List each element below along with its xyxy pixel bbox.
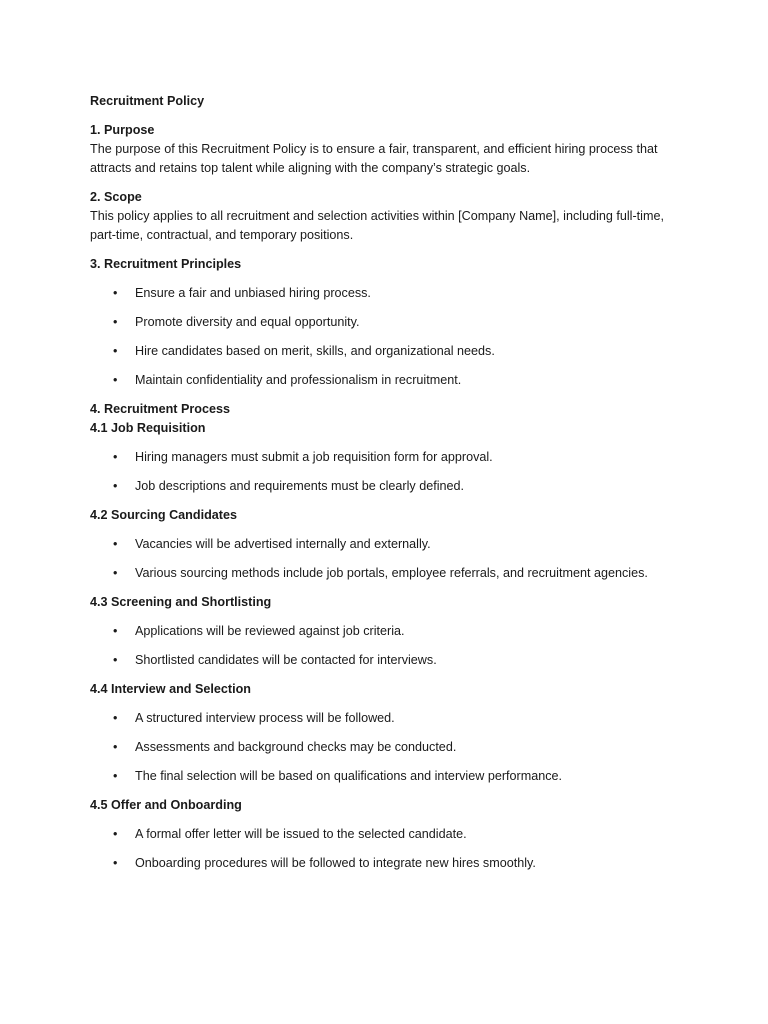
bullet-icon: • bbox=[113, 653, 118, 667]
scope-text: This policy applies to all recruitment and selection activities within [Company Name], including full-time, part-time, contractual, and temporary positions. bbox=[90, 209, 664, 242]
bullet-icon: • bbox=[113, 856, 118, 870]
list-item bbox=[90, 825, 690, 844]
list-item bbox=[90, 622, 690, 641]
list-item-text: Assessments and background checks may be conducted. bbox=[135, 740, 457, 754]
list-item-text: Vacancies will be advertised internally and externally. bbox=[135, 537, 431, 551]
list-item-text: A formal offer letter will be issued to the selected candidate. bbox=[135, 827, 467, 841]
screening-heading: 4.3 Screening and Shortlisting bbox=[90, 595, 272, 609]
process-heading: 4. Recruitment Process bbox=[90, 402, 230, 416]
list-item-text: A structured interview process will be followed. bbox=[135, 711, 395, 725]
list-item bbox=[90, 854, 690, 873]
list-item-text: Hire candidates based on merit, skills, and organizational needs. bbox=[135, 344, 495, 358]
bullet-icon: • bbox=[113, 373, 118, 387]
bullet-icon: • bbox=[113, 769, 118, 783]
bullet-icon: • bbox=[113, 450, 118, 464]
document-page bbox=[90, 92, 690, 883]
bullet-icon: • bbox=[113, 566, 118, 580]
bullet-icon: • bbox=[113, 344, 118, 358]
list-item-text: Maintain confidentiality and professionalism in recruitment. bbox=[135, 373, 462, 387]
list-item bbox=[90, 564, 690, 583]
bullet-icon: • bbox=[113, 286, 118, 300]
list-item bbox=[90, 313, 690, 332]
purpose-heading: 1. Purpose bbox=[90, 123, 155, 137]
document-title: Recruitment Policy bbox=[90, 94, 205, 108]
offer-list bbox=[90, 825, 690, 873]
bullet-icon: • bbox=[113, 537, 118, 551]
list-item-text: Applications will be reviewed against job criteria. bbox=[135, 624, 405, 638]
list-item bbox=[90, 767, 690, 786]
list-item bbox=[90, 709, 690, 728]
list-item-text: Various sourcing methods include job portals, employee referrals, and recruitment agencies. bbox=[135, 566, 648, 580]
list-item-text: Onboarding procedures will be followed to integrate new hires smoothly. bbox=[135, 856, 536, 870]
list-item-text: Hiring managers must submit a job requisition form for approval. bbox=[135, 450, 493, 464]
purpose-text: The purpose of this Recruitment Policy is to ensure a fair, transparent, and efficient hiring process that attracts and retains top talent while aligning with the company’s strategic goals. bbox=[90, 142, 658, 175]
list-item bbox=[90, 477, 690, 496]
principles-heading: 3. Recruitment Principles bbox=[90, 257, 242, 271]
scope-heading: 2. Scope bbox=[90, 190, 142, 204]
list-item bbox=[90, 448, 690, 467]
list-item bbox=[90, 535, 690, 554]
job-requisition-heading: 4.1 Job Requisition bbox=[90, 421, 206, 435]
sourcing-list bbox=[90, 535, 690, 583]
list-item-text: The final selection will be based on qualifications and interview performance. bbox=[135, 769, 563, 783]
list-item-text: Shortlisted candidates will be contacted for interviews. bbox=[135, 653, 437, 667]
list-item-text: Promote diversity and equal opportunity. bbox=[135, 315, 360, 329]
sourcing-heading: 4.2 Sourcing Candidates bbox=[90, 508, 237, 522]
job-requisition-list bbox=[90, 448, 690, 496]
bullet-icon: • bbox=[113, 827, 118, 841]
bullet-icon: • bbox=[113, 315, 118, 329]
bullet-icon: • bbox=[113, 740, 118, 754]
list-item-text: Ensure a fair and unbiased hiring process. bbox=[135, 286, 371, 300]
bullet-icon: • bbox=[113, 624, 118, 638]
list-item bbox=[90, 284, 690, 303]
interview-heading: 4.4 Interview and Selection bbox=[90, 682, 251, 696]
list-item bbox=[90, 738, 690, 757]
bullet-icon: • bbox=[113, 711, 118, 725]
list-item-text: Job descriptions and requirements must be clearly defined. bbox=[135, 479, 465, 493]
list-item bbox=[90, 651, 690, 670]
bullet-icon: • bbox=[113, 479, 118, 493]
list-item bbox=[90, 342, 690, 361]
interview-list bbox=[90, 709, 690, 786]
screening-list bbox=[90, 622, 690, 670]
principles-list bbox=[90, 284, 690, 390]
offer-heading: 4.5 Offer and Onboarding bbox=[90, 798, 242, 812]
list-item bbox=[90, 371, 690, 390]
